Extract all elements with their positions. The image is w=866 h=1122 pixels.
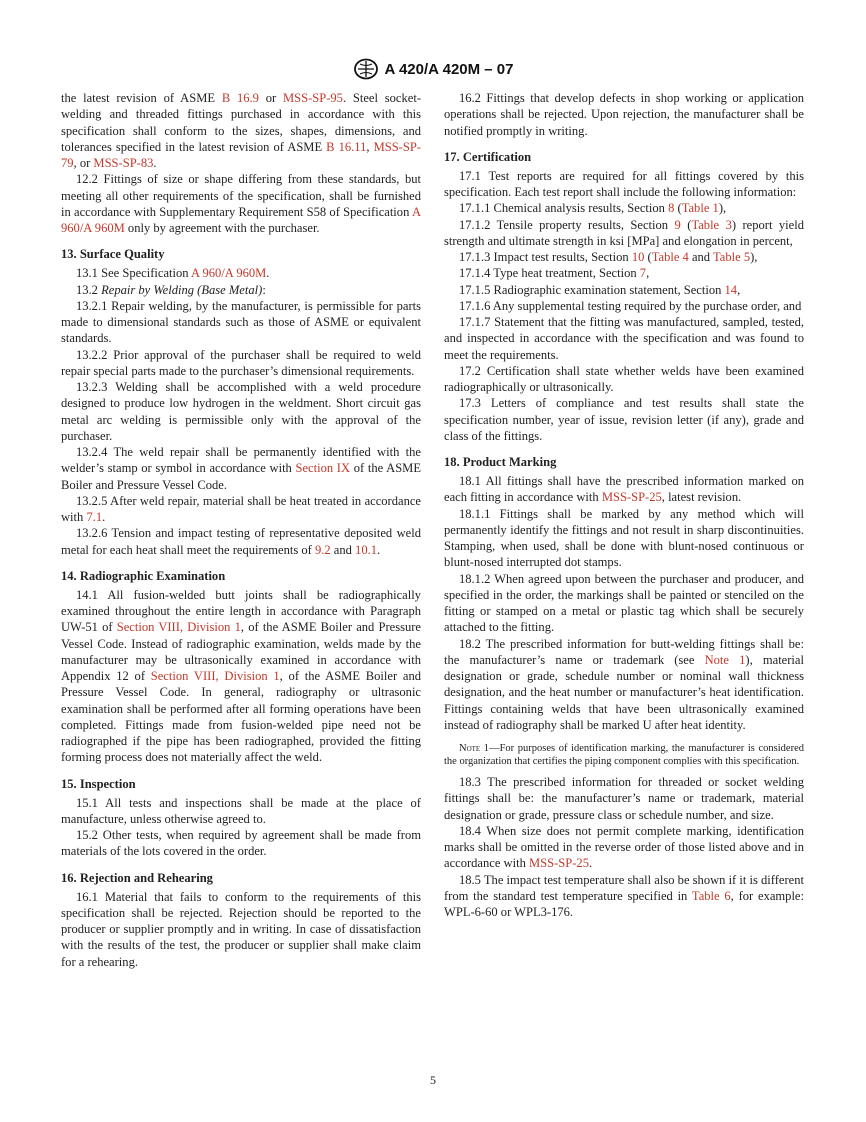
ref-table-5-link[interactable]: Table 5 [713, 250, 751, 264]
note-1: Note 1—For purposes of identification marking, the manufacturer is considered the organization that certifies the piping component complies with this specification. [444, 743, 804, 767]
ref-note-1-link[interactable]: Note 1 [704, 652, 746, 667]
ref-b16-9-link[interactable]: B 16.9 [221, 91, 259, 105]
paragraph-18-1-2: 18.1.2 When agreed upon between the purchaser and producer, and specified in the order, the markings shall be painted or stenciled on the fitting or stamped on a metal or plastic tag which shall be securely attached to the fitting. [444, 571, 804, 635]
ref-section-7-link[interactable]: 7 [639, 266, 647, 281]
paragraph-13-1: 13.1 See Specification A 960/A 960M. [76, 266, 270, 281]
ref-table-3-link[interactable]: Table 3 [691, 217, 732, 232]
paragraph-17-1-2: 17.1.2 Tensile property results, Section 9 (Table 3) report yield strength and ultimate strength in ksi [MPa] and elongation in percent, [444, 217, 804, 248]
paragraph-13-2-4: 13.2.4 The weld repair shall be permanently identified with the welder’s stamp or symbol in accordance with Section IX of the ASME Boiler and Pressure Vessel Code. [61, 445, 421, 492]
ref-section-viii-link[interactable]: Section VIII, Division 1 [150, 669, 280, 683]
paragraph-12-1-continued: the latest revision of ASME B 16.9 or MSS-SP-95. Steel socket-welding and threaded fittings purchased in accordance with this specification shall conform to the sizes, shapes, dimensions, and tolerances specified in the latest revision of ASME B 16.11, MSS-SP-79, or MSS-SP-83. [61, 91, 422, 170]
paragraph-17-1-3: 17.1.3 Impact test results, Section 10 (Table 4 and Table 5), [459, 250, 758, 264]
ref-mss-sp-25-link[interactable]: MSS-SP-25 [529, 856, 589, 871]
note-label: Note 1 [459, 743, 490, 754]
ref-mss-sp-79-link[interactable]: MSS-SP-79 [61, 139, 421, 170]
section-16-heading: 16. Rejection and Rehearing [61, 870, 213, 885]
paragraph-18-1: 18.1 All fittings shall have the prescribed information marked on each fitting in accordance with MSS-SP-25, latest revision. [444, 474, 804, 505]
paragraph-13-2-2: 13.2.2 Prior approval of the purchaser shall be required to weld repair special parts made to the purchaser’s dimensional requirements. [61, 347, 421, 378]
paragraph-17-1-5: 17.1.5 Radiographic examination statement, Section 14, [459, 282, 741, 297]
section-17-heading: 17. Certification [444, 149, 532, 164]
paragraph-18-2: 18.2 The prescribed information for butt-welding fittings shall be: the manufacturer’s name or trademark (see Note 1), material designation or grade, schedule number or nominal wall thickness designation, and the heat number or manufacturer’s heat identification. Fittings containing welds that have been ultrasonically examined instead of radiography shall be marked U after heat identity. [444, 636, 804, 732]
paragraph-16-2: 16.2 Fittings that develop defects in shop working or application operations shall be rejected. Upon rejection, the manufacturer shall be notified promptly in writing. [444, 91, 804, 138]
ref-section-14-link[interactable]: 14 [724, 282, 738, 297]
paragraph-18-1-1: 18.1.1 Fittings shall be marked by any method which will permanently identify the fittings and not result in sharp discontinuities. Stamping, when used, shall be done with blunt-nosed continuous or blunt-nosed interrupted dot stamps. [444, 506, 804, 570]
paragraph-16-1: 16.1 Material that fails to conform to the requirements of this specification shall be rejected. Rejection should be reported to the producer or supplier promptly and in writing. In case of dissatisfaction with the results of the test, the producer or supplier shall make claim for a rehearing. [61, 889, 421, 969]
paragraph-12-2: 12.2 Fittings of size or shape differing from these standards, but meeting all other requirements of the specification, shall be furnished in accordance with Supplementary Requirement S58 of Specification A 960/A 960M only by agreement with the purchaser. [61, 172, 421, 235]
document-designation: A 420/A 420M – 07 [384, 60, 514, 78]
paragraph-18-4: 18.4 When size does not permit complete marking, identification marks shall be omitted in the reverse order of those listed above and in accordance with MSS-SP-25. [444, 823, 804, 871]
paragraph-18-3: 18.3 The prescribed information for threaded or socket welding fittings shall be: the manufacturer’s name or trademark, material designation or grade, pressure class or schedule number, and size. [444, 775, 804, 822]
ref-mss-sp-25-link[interactable]: MSS-SP-25 [601, 490, 662, 505]
paragraph-14-1: 14.1 All fusion-welded butt joints shall be radiographically examined throughout the entire length in accordance with Paragraph UW-51 of Section VIII, Division 1, of the ASME Boiler and Pressure Vessel Code. Instead of radiographic examination, welds made by the manufacturer may be ultrasonically examined in accordance with Appendix 12 of Section VIII, Division 1, of the ASME Boiler and Pressure Vessel Code. In general, radiography or ultrasonic examination shall be performed after all forming operations have been completed. Fittings made from fusion-welded pipe need not be radiographed if the pipe has been radiographed, provided the fitting forming process does not materially affect the weld. [61, 587, 421, 765]
section-18-heading: 18. Product Marking [444, 455, 557, 469]
paragraph-13-2-5: 13.2.5 After weld repair, material shall be heat treated in accordance with 7.1. [61, 493, 421, 524]
ref-table-4-link[interactable]: Table 4 [651, 250, 689, 264]
ref-section-8-link[interactable]: 8 [668, 201, 675, 216]
paragraph-17-1-1: 17.1.1 Chemical analysis results, Section 8 (Table 1), [459, 201, 727, 216]
page-number: 5 [430, 1073, 436, 1087]
ref-section-viii-link[interactable]: Section VIII, Division 1 [116, 620, 241, 635]
section-13-heading: 13. Surface Quality [61, 247, 165, 262]
paragraph-13-2: 13.2 Repair by Welding (Base Metal): [76, 282, 266, 297]
astm-logo-icon [353, 58, 379, 80]
right-column [444, 90, 804, 920]
section-14-heading: 14. Radiographic Examination [61, 568, 226, 583]
paragraph-17-3: 17.3 Letters of compliance and test results shall state the specification number, year of issue, revision letter (if any), grade and class of the fittings. [444, 396, 804, 443]
paragraph-17-1-7: 17.1.7 Statement that the fitting was manufactured, sampled, tested, and inspected in accordance with the specification and was found to meet the requirements. [444, 315, 804, 362]
section-15-heading: 15. Inspection [61, 776, 136, 791]
ref-section-ix-link[interactable]: Section IX [295, 461, 351, 476]
paragraph-13-2-1: 13.2.1 Repair welding, by the manufacturer, is permissible for parts made to dimensional standards such as those of ASME or equivalent standards. [61, 298, 421, 346]
ref-10-1-link[interactable]: 10.1 [355, 542, 378, 557]
paragraph-13-2-6: 13.2.6 Tension and impact testing of representative deposited weld metal for each heat shall meet the requirements of 9.2 and 10.1. [61, 526, 421, 557]
paragraph-18-5: 18.5 The impact test temperature shall also be shown if it is different from the standard test temperature specified in Table 6, for example: WPL-6-60 or WPL3-176. [444, 872, 804, 919]
ref-a960-link[interactable]: A 960/A 960M [61, 204, 421, 235]
ref-mss-sp-83-link[interactable]: MSS-SP-83 [93, 156, 154, 170]
ref-section-9-link[interactable]: 9 [674, 217, 681, 232]
ref-9-2-link[interactable]: 9.2 [314, 542, 331, 557]
paragraph-17-1: 17.1 Test reports are required for all fittings covered by this specification. Each test report shall include the following information: [444, 168, 804, 199]
page-header [0, 58, 866, 85]
paragraph-15-1: 15.1 All tests and inspections shall be made at the place of manufacture, unless otherwise agreed to. [61, 795, 421, 826]
ref-section-10-link[interactable]: 10 [631, 250, 645, 264]
ref-mss-sp-95-link[interactable]: MSS-SP-95 [282, 91, 343, 105]
ref-table-1-link[interactable]: Table 1 [681, 201, 719, 216]
ref-table-6-link[interactable]: Table 6 [691, 888, 731, 903]
paragraph-15-2: 15.2 Other tests, when required by agreement shall be made from materials of the lots covered in the order. [61, 828, 421, 859]
ref-a960-link[interactable]: A 960/A 960M [191, 266, 267, 281]
paragraph-13-2-3: 13.2.3 Welding shall be accomplished with a weld procedure designed to produce low hydrogen in the weldment. Short circuit gas metal arc welding is permissible only with the approval of the purchaser. [61, 380, 421, 443]
paragraph-17-1-6: 17.1.6 Any supplemental testing required by the purchase order, and [459, 298, 802, 313]
ref-b16-11-link[interactable]: B 16.11 [326, 139, 367, 154]
paragraph-17-1-4: 17.1.4 Type heat treatment, Section 7, [459, 266, 650, 281]
ref-7-1-link[interactable]: 7.1 [86, 510, 103, 524]
left-column [61, 90, 421, 970]
paragraph-17-2: 17.2 Certification shall state whether welds have been examined radiographically or ultrasonically. [444, 363, 804, 394]
